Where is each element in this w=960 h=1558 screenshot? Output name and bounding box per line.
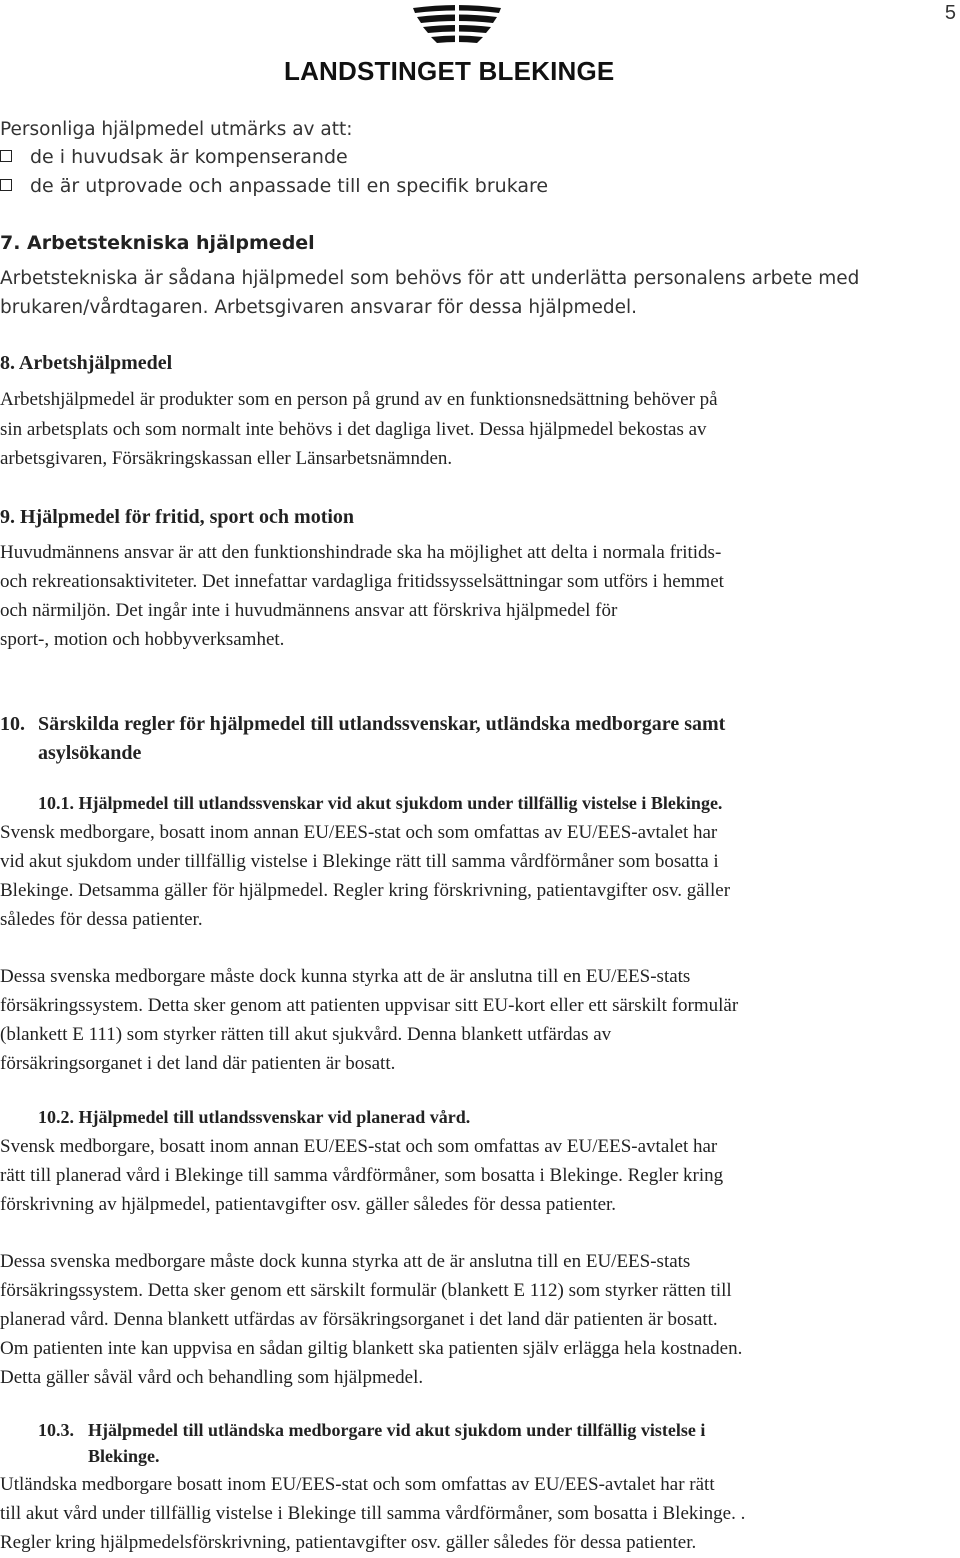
paragraph-line: således för dessa patienter. — [0, 909, 203, 930]
paragraph-line: Arbetshjälpmedel är produkter som en person på grund av en funktionsnedsättning behöver på — [0, 389, 718, 410]
paragraph-line: och närmiljön. Det ingår inte i huvudmännens ansvar att förskriva hjälpmedel för — [0, 600, 618, 621]
paragraph-line: Arbetstekniska är sådana hjälpmedel som behövs för att underlätta personalens arbete med — [0, 268, 860, 289]
header-logo — [284, 4, 644, 90]
bullet-item: de i huvudsak är kompenserande — [0, 143, 348, 172]
section-heading: 9. Hjälpmedel för fritid, sport och motion — [0, 506, 355, 528]
paragraph-line: rätt till planerad vård i Blekinge till samma vårdförmåner, som bosatta i Blekinge. Regler kring — [0, 1165, 724, 1186]
paragraph-line: Svensk medborgare, bosatt inom annan EU/EES-stat och som omfattas av EU/EES-avtalet har — [0, 1136, 718, 1157]
section-heading: 7. Arbetstekniska hjälpmedel — [0, 232, 315, 254]
paragraph-line: sin arbetsplats och som normalt inte behövs i det dagliga livet. Dessa hjälpmedel bekostas av — [0, 419, 707, 440]
paragraph-line: brukaren/vårdtagaren. Arbetsgivaren ansvarar för dessa hjälpmedel. — [0, 297, 638, 318]
paragraph-line: vid akut sjukdom under tillfällig vistelse i Blekinge rätt till samma vårdförmåner som bosatta i — [0, 851, 719, 872]
subsection-heading: 10.2. Hjälpmedel till utlandssvenskar vid planerad vård. — [38, 1107, 471, 1127]
paragraph-line: försäkringssystem. Detta sker genom ett särskilt formulär (blankett E 112) som styrker rätten till — [0, 1280, 732, 1301]
paragraph-line: försäkringssystem. Detta sker genom att patienten uppvisar sitt EU-kort eller ett särskilt formulär — [0, 995, 739, 1016]
subsection-heading-number: 10.3. — [38, 1420, 74, 1440]
ship-logo-icon — [411, 4, 503, 48]
section-heading-continued: asylsökande — [38, 742, 142, 764]
paragraph-line: försäkringsorganet i det land där patienten är bosatt. — [0, 1053, 396, 1074]
intro-lead: Personliga hjälpmedel utmärks av att: — [0, 119, 353, 140]
page-number: 5 — [944, 2, 956, 24]
paragraph-line: sport-, motion och hobbyverksamhet. — [0, 629, 285, 650]
paragraph-line: planerad vård. Denna blankett utfärdas av försäkringsorganet i det land där patienten är bosatt. — [0, 1309, 718, 1330]
paragraph-line: och rekreationsaktiviteter. Det innefattar vardagliga fritidssysselsättningar som utförs i hemmet — [0, 571, 724, 592]
section-heading: 8. Arbetshjälpmedel — [0, 352, 173, 374]
paragraph-line: Detta gäller såväl vård och behandling som hjälpmedel. — [0, 1367, 424, 1388]
paragraph-line: förskrivning av hjälpmedel, patientavgifter osv. gäller således för dessa patienter. — [0, 1194, 617, 1215]
paragraph-line: Dessa svenska medborgare måste dock kunna styrka att de är anslutna till en EU/EES-stats — [0, 1251, 691, 1272]
paragraph-line: Dessa svenska medborgare måste dock kunna styrka att de är anslutna till en EU/EES-stats — [0, 966, 691, 987]
subsection-heading-continued: Blekinge. — [88, 1446, 160, 1466]
bullet-item: de är utprovade och anpassade till en specifik brukare — [0, 172, 548, 201]
section-heading-number: 10. — [0, 713, 25, 735]
subsection-heading: Hjälpmedel till utländska medborgare vid akut sjukdom under tillfällig vistelse i — [88, 1420, 706, 1440]
paragraph-line: arbetsgivaren, Försäkringskassan eller Länsarbetsnämnden. — [0, 448, 453, 469]
paragraph-line: Blekinge. Detsamma gäller för hjälpmedel. Regler kring förskrivning, patientavgifter osv. gäller — [0, 880, 731, 901]
paragraph-line: Huvudmännens ansvar är att den funktionshindrade ska ha möjlighet att delta i normala fritids- — [0, 542, 722, 563]
paragraph-line: (blankett E 111) som styrker rätten till akut sjukvård. Denna blankett utfärdas av — [0, 1024, 612, 1045]
paragraph-line: Svensk medborgare, bosatt inom annan EU/EES-stat och som omfattas av EU/EES-avtalet har — [0, 822, 718, 843]
paragraph-line: Om patienten inte kan uppvisa en sådan giltig blankett ska patienten själv erlägga hela kostnaden. — [0, 1338, 743, 1359]
section-heading: Särskilda regler för hjälpmedel till utlandssvenskar, utländska medborgare samt — [38, 713, 726, 735]
checkbox-bullet-icon — [0, 150, 12, 162]
paragraph-line: till akut vård under tillfällig vistelse i Blekinge till samma vårdförmåner, som bosatta i Blekinge. . — [0, 1503, 746, 1524]
checkbox-bullet-icon — [0, 179, 12, 191]
logo-text: LANDSTINGET BLEKINGE — [284, 56, 615, 86]
paragraph-line: Regler kring hjälpmedelsförskrivning, patientavgifter osv. gäller således för dessa patienter. — [0, 1532, 697, 1553]
subsection-heading: 10.1. Hjälpmedel till utlandssvenskar vid akut sjukdom under tillfällig vistelse i Blekinge. — [38, 793, 723, 813]
paragraph-line: Utländska medborgare bosatt inom EU/EES-stat och som omfattas av EU/EES-avtalet har rätt — [0, 1474, 715, 1495]
